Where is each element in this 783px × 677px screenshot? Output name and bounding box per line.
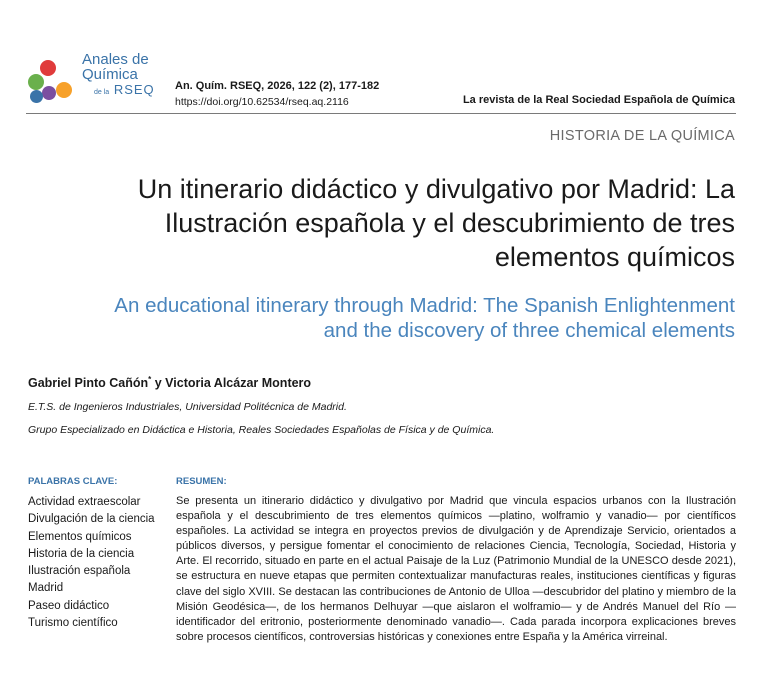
authors [28,375,311,390]
abstract-heading: RESUMEN: [176,476,227,487]
keyword-item: Ilustración española [28,565,131,578]
corresponding-mark: * [148,375,152,384]
article-title-es: Un itinerario didáctico y divulgativo por Madrid: La Ilustración española y el descubrimiento de tres elementos químicos [137,174,735,272]
logo-line2: Química [82,66,138,83]
header-divider [26,113,736,114]
affiliation-2: Grupo Especializado en Didáctica e Historia, Reales Sociedades Españolas de Física y de Química. [28,424,495,436]
logo-dot-blue [30,90,43,103]
section-label: HISTORIA DE LA QUÍMICA [549,128,735,144]
journal-logo [26,52,166,108]
logo-dot-purple [42,86,56,100]
keyword-item: Actividad extraescolar [28,496,141,508]
logo-dot-orange [56,82,72,98]
journal-tagline: La revista de la Real Sociedad Española de Química [462,94,735,106]
citation-block [175,78,379,110]
keyword-item: Divulgación de la ciencia [28,513,155,526]
affiliation-1: E.T.S. de Ingenieros Industriales, Universidad Politécnica de Madrid. [28,401,347,413]
keyword-item: Elementos químicos [28,530,132,543]
logo-wordmark [82,52,155,100]
keywords-list [28,494,155,632]
keywords-heading: PALABRAS CLAVE: [28,476,118,487]
author-rest: y Victoria Alcázar Montero [151,376,312,391]
logo-rseq: RSEQ [113,82,155,97]
keyword-item: Paseo didáctico [28,599,110,612]
keyword-item: Turismo científico [28,617,118,630]
keyword-item: Historia de la ciencia [28,547,135,560]
logo-dot-red [40,60,56,76]
doi-link[interactable]: https://doi.org/10.62534/rseq.aq.2116 [175,96,349,108]
article-title-en: An educational itinerary through Madrid: The Spanish Enlightenment and the discovery of three chemical elements [114,294,735,342]
logo-dot-green [28,74,44,90]
logo-line3-small: de la [94,89,110,96]
author-first: Gabriel Pinto Cañón [28,376,149,391]
logo-line1: Anales de [82,51,149,68]
abstract-text: Se presenta un itinerario didáctico y divulgativo por Madrid que vincula espacios urbanos con la Ilustración española y el descubrimiento de tres elementos químicos —platino, wolframio y vanadio— por científicos españoles. La actividad se integra en proyectos previos de divulgación y de Aprendizaje Servicio, orientados a públicos diversos, y persigue fomentar el conocimiento de relaciones Ciencia, Tecnología, Sociedad, Historia y Arte. El recorrido, situado en parte en el actual Paisaje de la Luz (Patrimonio Mundial de la UNESCO desde 2021), se estructura en nueve etapas que permiten contextualizar manufacturas reales, instituciones científicas y figuras clave del siglo XVIII. Se destacan las contribuciones de Antonio de Ulloa —descubridor del platino y miembro de la Misión Geodésica—, de los hermanos Delhuyar —que aislaron el wolframio— y de Andrés Manuel del Río —identificador del eritronio, posteriormente denominado vanadio—. Cada parada incorpora explicaciones breves sobre procesos científicos, controversias históricas y conexiones entre España y la América virreinal. [176,495,736,643]
keyword-item: Madrid [28,582,64,595]
logo-line3 [82,82,155,100]
citation: An. Quím. RSEQ, 2026, 122 (2), 177-182 [175,80,380,92]
